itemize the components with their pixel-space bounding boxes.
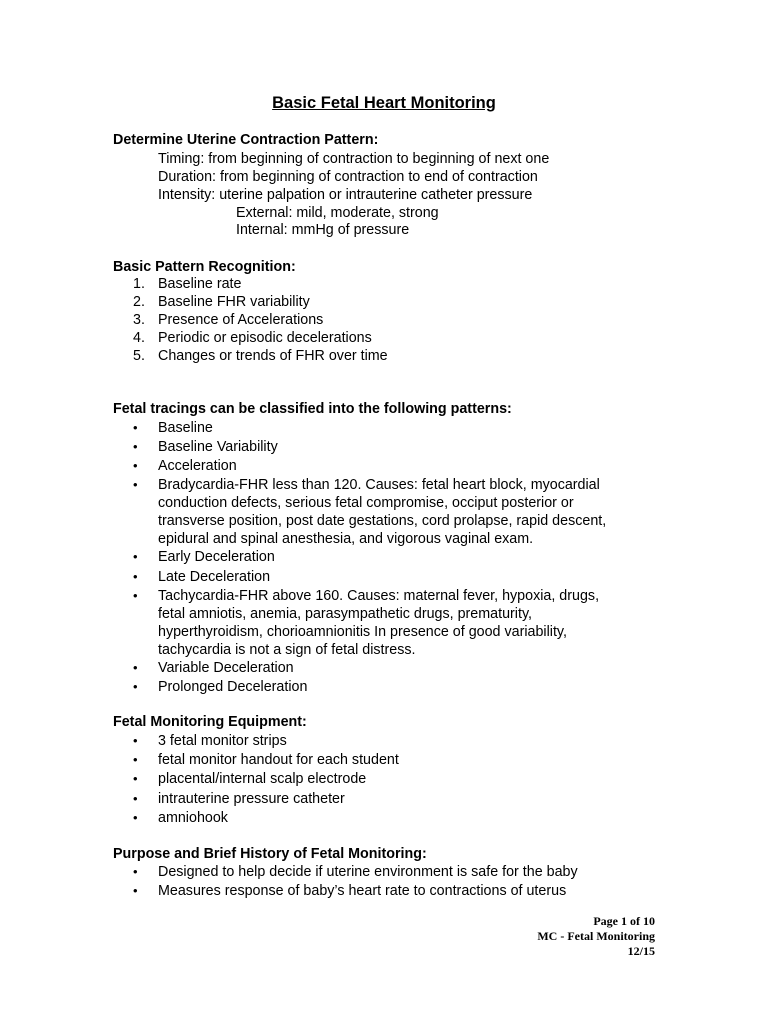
bullet-icon: •	[133, 458, 138, 473]
list-item-number: 5.	[133, 348, 145, 364]
list-item: Changes or trends of FHR over time	[158, 348, 388, 364]
list-item: 3 fetal monitor strips	[158, 733, 287, 749]
list-item: Bradycardia-FHR less than 120. Causes: fetal heart block, myocardial	[158, 477, 600, 493]
bullet-icon: •	[133, 439, 138, 454]
list-item-continued: epidural and spinal anesthesia, and vigorous vaginal exam.	[158, 531, 534, 547]
list-item-continued: hyperthyroidism, chorioamnionitis In presence of good variability,	[158, 624, 567, 640]
page-number	[537, 914, 655, 929]
list-item-number: 2.	[133, 294, 145, 310]
list-item: Baseline FHR variability	[158, 294, 310, 310]
list-item-continued: fetal amniotis, anemia, parasympathetic drugs, prematurity,	[158, 606, 533, 622]
list-item: Tachycardia-FHR above 160. Causes: maternal fever, hypoxia, drugs,	[158, 588, 600, 604]
section-heading-contraction-pattern: Determine Uterine Contraction Pattern:	[113, 132, 379, 148]
section-heading-pattern-recognition: Basic Pattern Recognition:	[113, 259, 296, 275]
list-item: fetal monitor handout for each student	[158, 752, 399, 768]
section-heading-tracing-patterns: Fetal tracings can be classified into the following patterns:	[113, 401, 512, 417]
bullet-icon: •	[133, 771, 138, 786]
timing-line: Timing: from beginning of contraction to beginning of next one	[158, 151, 550, 167]
bullet-icon: •	[133, 679, 138, 694]
bullet-icon: •	[133, 660, 138, 675]
list-item: Early Deceleration	[158, 549, 275, 565]
external-line: External: mild, moderate, strong	[236, 205, 439, 221]
section-heading-equipment: Fetal Monitoring Equipment:	[113, 714, 307, 730]
list-item: Baseline	[158, 420, 213, 436]
bullet-icon: •	[133, 883, 138, 898]
list-item: Baseline Variability	[158, 439, 278, 455]
list-item-continued: transverse position, post date gestations, cord prolapse, rapid descent,	[158, 513, 607, 529]
footer-date: 12/15	[627, 944, 655, 958]
list-item-number: 4.	[133, 330, 145, 346]
list-item: Baseline rate	[158, 276, 242, 292]
footer-document-name: MC - Fetal Monitoring	[537, 929, 655, 943]
bullet-icon: •	[133, 588, 138, 603]
list-item: Designed to help decide if uterine environment is safe for the baby	[158, 864, 578, 880]
list-item: intrauterine pressure catheter	[158, 791, 345, 807]
list-item-continued: tachycardia is not a sign of fetal distress.	[158, 642, 416, 658]
bullet-icon: •	[133, 477, 138, 492]
page-of-label: of	[630, 914, 640, 928]
list-item-continued: conduction defects, serious fetal compromise, occiput posterior or	[158, 495, 574, 511]
list-item: Variable Deceleration	[158, 660, 294, 676]
list-item: Measures response of baby’s heart rate to contractions of uterus	[158, 883, 567, 899]
internal-line: Internal: mmHg of pressure	[236, 222, 410, 238]
list-item: amniohook	[158, 810, 228, 826]
list-item: Periodic or episodic decelerations	[158, 330, 372, 346]
page-total: 10	[643, 914, 655, 928]
bullet-icon: •	[133, 569, 138, 584]
bullet-icon: •	[133, 549, 138, 564]
list-item: Presence of Accelerations	[158, 312, 324, 328]
list-item-number: 1.	[133, 276, 145, 292]
list-item: Acceleration	[158, 458, 237, 474]
list-item-number: 3.	[133, 312, 145, 328]
list-item: Late Deceleration	[158, 569, 271, 585]
page-title: Basic Fetal Heart Monitoring	[272, 94, 496, 112]
bullet-icon: •	[133, 752, 138, 767]
bullet-icon: •	[133, 733, 138, 748]
bullet-icon: •	[133, 864, 138, 879]
page-current: 1	[621, 914, 627, 928]
duration-line: Duration: from beginning of contraction to end of contraction	[158, 169, 538, 185]
bullet-icon: •	[133, 810, 138, 825]
list-item: Prolonged Deceleration	[158, 679, 308, 695]
bullet-icon: •	[133, 420, 138, 435]
page-footer	[537, 914, 655, 959]
intensity-line: Intensity: uterine palpation or intrauterine catheter pressure	[158, 187, 533, 203]
list-item: placental/internal scalp electrode	[158, 771, 367, 787]
page-label: Page	[593, 914, 618, 928]
section-heading-purpose-history: Purpose and Brief History of Fetal Monitoring:	[113, 846, 427, 862]
bullet-icon: •	[133, 791, 138, 806]
